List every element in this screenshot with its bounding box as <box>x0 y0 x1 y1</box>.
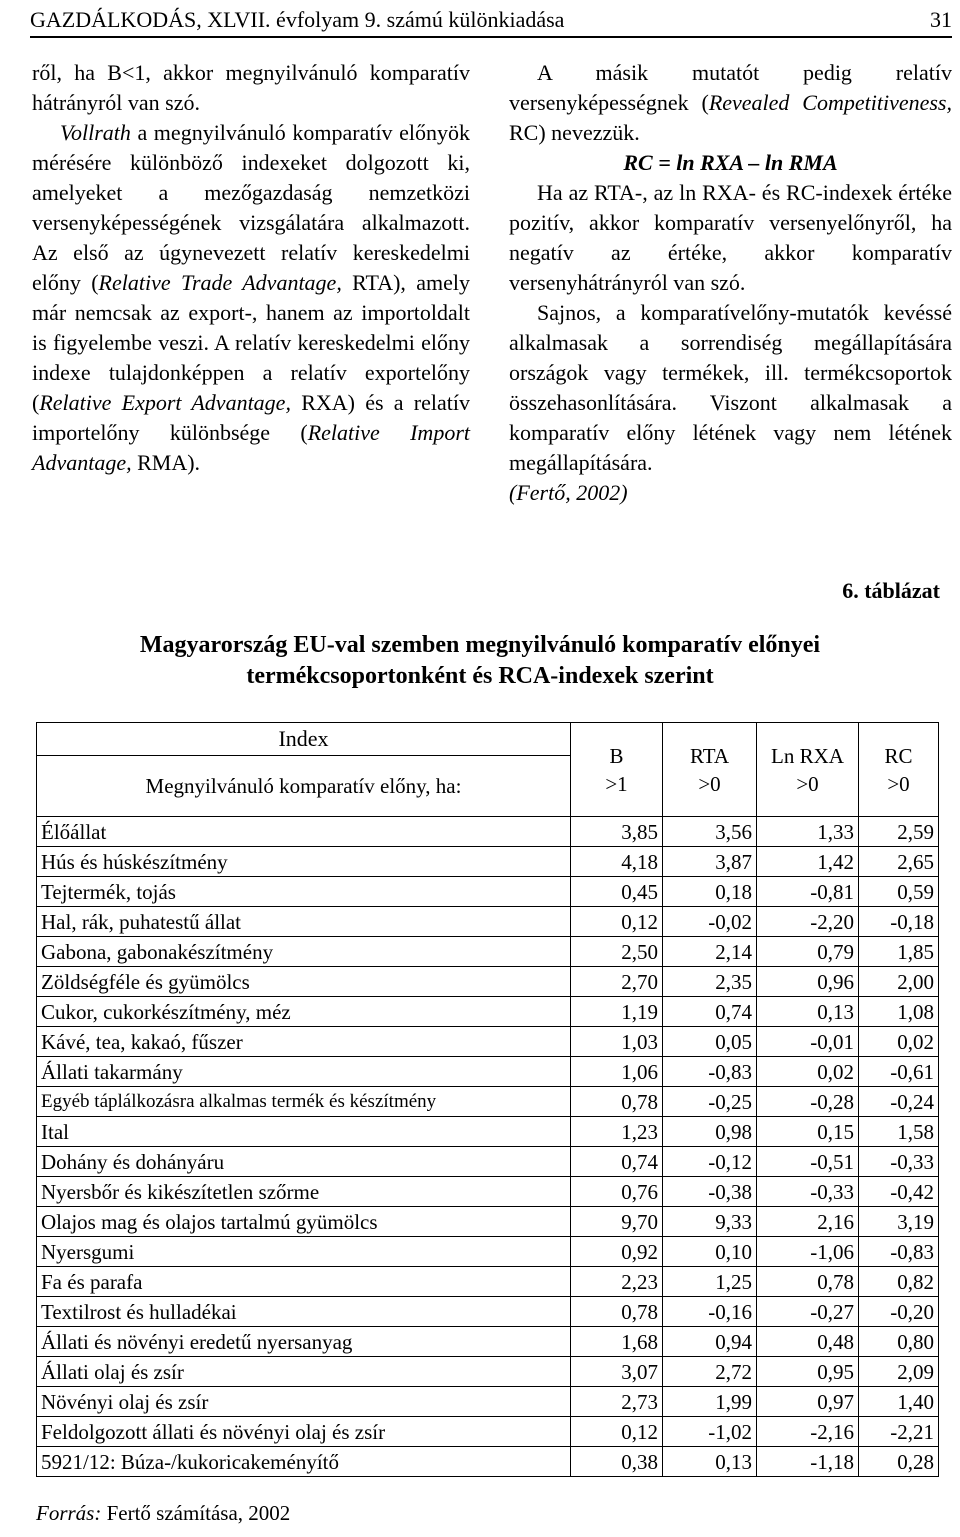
cell-rc: 0,82 <box>859 1267 939 1297</box>
cell-lnrxa: 1,33 <box>757 817 859 847</box>
cell-rc: 0,59 <box>859 877 939 907</box>
cell-b: 1,19 <box>571 997 663 1027</box>
cell-rta: 2,14 <box>663 937 757 967</box>
col-header-rta: RTA >0 <box>663 723 757 817</box>
cell-b: 3,85 <box>571 817 663 847</box>
cell-rc: 2,00 <box>859 967 939 997</box>
cell-b: 0,78 <box>571 1087 663 1117</box>
cell-rc: 2,09 <box>859 1357 939 1387</box>
cell-b: 2,70 <box>571 967 663 997</box>
cell-b: 1,06 <box>571 1057 663 1087</box>
cell-lnrxa: 0,48 <box>757 1327 859 1357</box>
col-header-b: B >1 <box>571 723 663 817</box>
cell-rc: -0,83 <box>859 1237 939 1267</box>
table-row <box>37 937 939 967</box>
cell-rc: 1,58 <box>859 1117 939 1147</box>
cell-rc: -0,18 <box>859 907 939 937</box>
row-product-name: Tejtermék, tojás <box>37 877 571 907</box>
row-product-name: Zöldségféle és gyümölcs <box>37 967 571 997</box>
cell-rc: 1,40 <box>859 1387 939 1417</box>
row-product-name: Gabona, gabonakészítmény <box>37 937 571 967</box>
cell-lnrxa: -0,51 <box>757 1147 859 1177</box>
cell-lnrxa: -2,20 <box>757 907 859 937</box>
cell-rta: 1,99 <box>663 1387 757 1417</box>
row-product-name: Fa és parafa <box>37 1267 571 1297</box>
right-column <box>509 58 952 508</box>
source-note: Forrás: Fertő számítása, 2002 <box>36 1501 291 1525</box>
cell-rta: 0,74 <box>663 997 757 1027</box>
table-row <box>37 1087 939 1117</box>
cell-rta: 0,18 <box>663 877 757 907</box>
cell-rta: -0,25 <box>663 1087 757 1117</box>
right-paragraph-1: A másik mutatót pedig relatív versenyképességnek (Revealed Competitiveness, RC) nevezzük. <box>509 60 952 145</box>
table-row <box>37 1207 939 1237</box>
citation: (Fertő, 2002) <box>509 480 628 505</box>
row-product-name: Növényi olaj és zsír <box>37 1387 571 1417</box>
cell-b: 2,50 <box>571 937 663 967</box>
cell-rta: 0,13 <box>663 1447 757 1477</box>
table-row <box>37 1267 939 1297</box>
cell-rta: -0,16 <box>663 1297 757 1327</box>
cell-lnrxa: -0,01 <box>757 1027 859 1057</box>
cell-rc: 2,65 <box>859 847 939 877</box>
cell-lnrxa: 0,02 <box>757 1057 859 1087</box>
row-product-name: Nyersbőr és kikészítetlen szőrme <box>37 1177 571 1207</box>
cell-rta: 9,33 <box>663 1207 757 1237</box>
cell-b: 0,12 <box>571 1417 663 1447</box>
table-row <box>37 1027 939 1057</box>
cell-b: 0,12 <box>571 907 663 937</box>
cell-b: 0,45 <box>571 877 663 907</box>
table-row <box>37 1117 939 1147</box>
cell-lnrxa: -0,33 <box>757 1177 859 1207</box>
cell-rta: 2,72 <box>663 1357 757 1387</box>
cell-rc: 1,85 <box>859 937 939 967</box>
col-header-rc: RC >0 <box>859 723 939 817</box>
col-header-lnrxa: Ln RXA >0 <box>757 723 859 817</box>
row-product-name: Egyéb táplálkozásra alkalmas termék és készítmény <box>37 1087 571 1117</box>
cell-rc: 0,80 <box>859 1327 939 1357</box>
table-row <box>37 847 939 877</box>
cell-lnrxa: 0,13 <box>757 997 859 1027</box>
running-header <box>30 4 952 38</box>
table-row <box>37 997 939 1027</box>
cell-rc: -2,21 <box>859 1417 939 1447</box>
cell-lnrxa: -1,06 <box>757 1237 859 1267</box>
cell-b: 3,07 <box>571 1357 663 1387</box>
cell-rta: 2,35 <box>663 967 757 997</box>
table-row <box>37 877 939 907</box>
cell-lnrxa: -0,27 <box>757 1297 859 1327</box>
row-product-name: Cukor, cukorkészítmény, méz <box>37 997 571 1027</box>
row-product-name: Kávé, tea, kakaó, fűszer <box>37 1027 571 1057</box>
cell-rta: 0,98 <box>663 1117 757 1147</box>
row-product-name: Élőállat <box>37 817 571 847</box>
cell-b: 9,70 <box>571 1207 663 1237</box>
table-row <box>37 817 939 847</box>
cell-lnrxa: 0,15 <box>757 1117 859 1147</box>
cell-b: 1,03 <box>571 1027 663 1057</box>
table-row <box>37 1417 939 1447</box>
row-product-name: Hús és húskészítmény <box>37 847 571 877</box>
table-row <box>37 1177 939 1207</box>
row-product-name: Nyersgumi <box>37 1237 571 1267</box>
cell-rta: 1,25 <box>663 1267 757 1297</box>
cell-rta: -0,12 <box>663 1147 757 1177</box>
cell-rc: 0,02 <box>859 1027 939 1057</box>
cell-rc: 2,59 <box>859 817 939 847</box>
cell-rc: -0,61 <box>859 1057 939 1087</box>
cell-b: 0,78 <box>571 1297 663 1327</box>
row-product-name: 5921/12: Búza-/kukoricakeményítő <box>37 1447 571 1477</box>
table-body <box>37 817 939 1477</box>
row-label-header: Megnyilvánuló komparatív előny, ha: <box>37 756 571 817</box>
right-paragraph-2: Ha az RTA-, az ln RXA- és RC-indexek értéke pozitív, akkor komparatív versenyelőnyről, ha negatív az értéke, akkor komparatív versenyhátrányról van szó. <box>509 180 952 295</box>
cell-rta: -0,83 <box>663 1057 757 1087</box>
cell-lnrxa: 0,97 <box>757 1387 859 1417</box>
cell-rta: 3,87 <box>663 847 757 877</box>
cell-lnrxa: -0,81 <box>757 877 859 907</box>
cell-b: 2,73 <box>571 1387 663 1417</box>
cell-rta: -1,02 <box>663 1417 757 1447</box>
cell-lnrxa: 0,96 <box>757 967 859 997</box>
table-row <box>37 1357 939 1387</box>
row-product-name: Feldolgozott állati és növényi olaj és zsír <box>37 1417 571 1447</box>
table-row <box>37 1057 939 1087</box>
table-title: Magyarország EU-val szemben megnyilvánuló komparatív előnyei termékcsoportonként és RCA-indexek szerint <box>139 632 821 689</box>
table-row <box>37 1297 939 1327</box>
cell-rc: 1,08 <box>859 997 939 1027</box>
cell-lnrxa: 2,16 <box>757 1207 859 1237</box>
cell-b: 1,23 <box>571 1117 663 1147</box>
table-row <box>37 1447 939 1477</box>
cell-lnrxa: -1,18 <box>757 1447 859 1477</box>
cell-b: 1,68 <box>571 1327 663 1357</box>
cell-rc: -0,33 <box>859 1147 939 1177</box>
row-product-name: Textilrost és hulladékai <box>37 1297 571 1327</box>
cell-lnrxa: 1,42 <box>757 847 859 877</box>
row-product-name: Állati takarmány <box>37 1057 571 1087</box>
left-column <box>32 58 470 478</box>
cell-b: 0,38 <box>571 1447 663 1477</box>
left-paragraph-1: ről, ha B<1, akkor megnyilvánuló komparatív hátrányról van szó. <box>32 60 470 115</box>
table-row <box>37 907 939 937</box>
table-row <box>37 1147 939 1177</box>
cell-rta: -0,02 <box>663 907 757 937</box>
cell-b: 0,74 <box>571 1147 663 1177</box>
rc-formula: RC = ln RXA – ln RMA <box>623 150 838 175</box>
row-product-name: Állati és növényi eredetű nyersanyag <box>37 1327 571 1357</box>
row-product-name: Ital <box>37 1117 571 1147</box>
row-product-name: Olajos mag és olajos tartalmú gyümölcs <box>37 1207 571 1237</box>
page-number: 31 <box>930 7 952 32</box>
cell-rc: -0,24 <box>859 1087 939 1117</box>
table-number: 6. táblázat <box>842 578 940 603</box>
cell-rta: 3,56 <box>663 817 757 847</box>
cell-b: 0,92 <box>571 1237 663 1267</box>
cell-rta: 0,94 <box>663 1327 757 1357</box>
cell-rta: 0,05 <box>663 1027 757 1057</box>
table-row <box>37 1327 939 1357</box>
author-vollrath: Vollrath <box>60 120 131 145</box>
cell-rc: -0,20 <box>859 1297 939 1327</box>
row-product-name: Dohány és dohányáru <box>37 1147 571 1177</box>
cell-lnrxa: -2,16 <box>757 1417 859 1447</box>
row-product-name: Állati olaj és zsír <box>37 1357 571 1387</box>
table-row <box>37 967 939 997</box>
comparative-advantage-table <box>36 722 939 1477</box>
left-paragraph-2: Vollrath a megnyilvánuló komparatív előnyök mérésére különböző indexeket dolgozott ki, amelyeket a mezőgazdaság nemzetközi versenyképességének vizsgálatára alkalmazott. Az első az úgynevezett relatív kereskedelmi előny (Relative Trade Advantage, RTA), amely már nemcsak az export-, hanem az importoldalt is figyelembe veszi. A relatív kereskedelmi előny indexe tulajdonképpen a relatív exportelőny (Relative Export Advantage, RXA) és a relatív importelőny különbsége (Relative Import Advantage, RMA). <box>32 120 471 475</box>
cell-lnrxa: -0,28 <box>757 1087 859 1117</box>
row-product-name: Hal, rák, puhatestű állat <box>37 907 571 937</box>
cell-lnrxa: 0,79 <box>757 937 859 967</box>
cell-b: 2,23 <box>571 1267 663 1297</box>
cell-lnrxa: 0,95 <box>757 1357 859 1387</box>
cell-rc: -0,42 <box>859 1177 939 1207</box>
cell-b: 0,76 <box>571 1177 663 1207</box>
cell-lnrxa: 0,78 <box>757 1267 859 1297</box>
index-header: Index <box>37 723 571 756</box>
cell-rta: 0,10 <box>663 1237 757 1267</box>
cell-b: 4,18 <box>571 847 663 877</box>
table-row <box>37 1237 939 1267</box>
journal-title: GAZDÁLKODÁS, XLVII. évfolyam 9. számú különkiadása <box>30 7 565 32</box>
right-paragraph-3: Sajnos, a komparatívelőny-mutatók kevéssé alkalmasak a sorrendiség megállapítására országok vagy termékek, ill. termékcsoportok összehasonlítására. Viszont alkalmasak a komparatív előny létének vagy nem létének megállapítására. <box>509 300 952 475</box>
cell-rta: -0,38 <box>663 1177 757 1207</box>
cell-rc: 0,28 <box>859 1447 939 1477</box>
table-row <box>37 1387 939 1417</box>
cell-rc: 3,19 <box>859 1207 939 1237</box>
